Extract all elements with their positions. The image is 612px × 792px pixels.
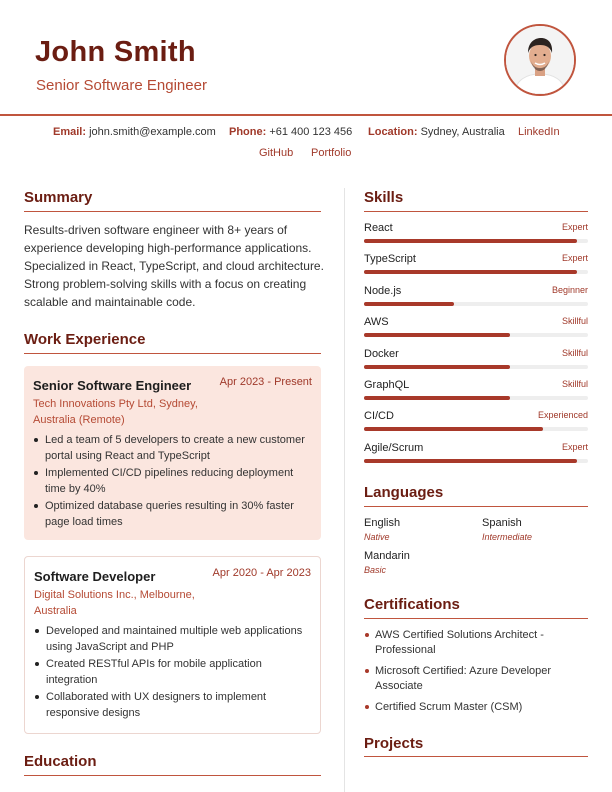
skill-bar — [364, 333, 510, 337]
skill-item — [364, 316, 588, 346]
skill-item — [364, 222, 588, 252]
job-bullet: Optimized database queries resulting in 30% faster page load times — [33, 498, 311, 530]
skill-track — [364, 396, 588, 400]
skill-name: Docker — [364, 348, 399, 360]
skill-item — [364, 253, 588, 283]
summary-text: Results-driven software engineer with 8+ years of experience developing high-performance applications. Specialized in React, TypeScript, and cloud architecture. Strong problem-solving skills with a focus on creating scalable and maintainable code. — [24, 223, 324, 309]
phone-label: Phone: — [229, 126, 267, 138]
skill-track — [364, 302, 588, 306]
skill-level: Skillful — [561, 348, 588, 358]
projects-heading: Projects — [364, 735, 424, 752]
location-label: Location: — [368, 126, 418, 138]
certifications-rule — [364, 618, 588, 619]
job-dates: Apr 2023 - Present — [219, 376, 312, 388]
language-level: Intermediate — [482, 532, 533, 542]
skill-level: Beginner — [551, 285, 588, 295]
column-divider — [344, 188, 345, 792]
language-name: Spanish — [482, 517, 522, 529]
skill-track — [364, 365, 588, 369]
projects-rule — [364, 756, 588, 757]
skill-name: Agile/Scrum — [364, 442, 424, 454]
skill-name: AWS — [364, 316, 389, 328]
certification-item: AWS Certified Solutions Architect - Professional — [364, 628, 588, 658]
languages-rule — [364, 506, 588, 507]
contact-location — [368, 126, 505, 138]
certifications-heading: Certifications — [364, 596, 460, 613]
skill-track — [364, 239, 588, 243]
skill-name: TypeScript — [364, 253, 416, 265]
skill-bar — [364, 427, 543, 431]
email-value[interactable]: john.smith@example.com — [89, 126, 216, 138]
summary-heading: Summary — [24, 189, 93, 206]
skill-item — [364, 410, 588, 440]
contact-phone — [229, 126, 352, 138]
job-bullet-list — [33, 432, 311, 531]
skill-level: Expert — [561, 253, 588, 263]
languages-heading: Languages — [364, 484, 444, 501]
language-name: Mandarin — [364, 550, 410, 562]
email-label: Email: — [53, 126, 87, 138]
job-bullet: Created RESTful APIs for mobile application integration — [34, 656, 312, 688]
skills-rule — [364, 211, 588, 212]
skill-item — [364, 348, 588, 378]
job-entry — [24, 556, 321, 734]
job-bullet-list — [34, 623, 312, 722]
skill-track — [364, 270, 588, 274]
certification-item: Certified Scrum Master (CSM) — [364, 700, 588, 715]
skill-bar — [364, 239, 577, 243]
work-heading: Work Experience — [24, 331, 146, 348]
skill-track — [364, 459, 588, 463]
work-rule — [24, 353, 321, 354]
skill-level: Experienced — [537, 410, 588, 420]
skill-level: Expert — [561, 222, 588, 232]
skill-item — [364, 379, 588, 409]
skill-bar — [364, 396, 510, 400]
skill-name: CI/CD — [364, 410, 394, 422]
job-company: Digital Solutions Inc., Melbourne, Australia — [34, 589, 195, 617]
job-title: Senior Software Engineer — [33, 378, 192, 393]
language-level: Native — [364, 532, 390, 542]
skill-track — [364, 427, 588, 431]
portfolio-link[interactable]: Portfolio — [311, 147, 352, 159]
skill-level: Expert — [561, 442, 588, 452]
summary-rule — [24, 211, 321, 212]
job-title: Software Developer — [34, 569, 156, 584]
skill-name: React — [364, 222, 393, 234]
language-item — [364, 550, 410, 575]
candidate-title: Senior Software Engineer — [36, 77, 207, 94]
skill-bar — [364, 459, 577, 463]
language-name: English — [364, 517, 401, 529]
job-bullet: Led a team of 5 developers to create a new customer portal using React and TypeScript — [33, 432, 311, 464]
header-divider — [0, 114, 612, 116]
skill-track — [364, 333, 588, 337]
certification-item: Microsoft Certified: Azure Developer Associate — [364, 664, 588, 694]
skill-bar — [364, 365, 510, 369]
linkedin-link[interactable]: LinkedIn — [518, 126, 560, 138]
contact-email — [53, 126, 216, 138]
skill-name: Node.js — [364, 285, 402, 297]
phone-value[interactable]: +61 400 123 456 — [269, 126, 353, 138]
skill-item — [364, 285, 588, 315]
skills-heading: Skills — [364, 189, 404, 206]
job-bullet: Implemented CI/CD pipelines reducing deployment time by 40% — [33, 465, 311, 497]
skill-item — [364, 442, 588, 472]
job-bullet: Collaborated with UX designers to implement responsive designs — [34, 689, 312, 721]
profile-photo — [504, 24, 576, 96]
job-company: Tech Innovations Pty Ltd, Sydney, Australia (Remote) — [33, 398, 198, 426]
skill-bar — [364, 302, 454, 306]
resume-header — [0, 0, 612, 114]
certification-list — [364, 628, 588, 721]
language-item — [364, 517, 400, 542]
language-item — [482, 517, 532, 542]
skill-level: Skillful — [561, 316, 588, 326]
skill-bar — [364, 270, 577, 274]
skill-name: GraphQL — [364, 379, 410, 391]
github-link[interactable]: GitHub — [259, 147, 294, 159]
education-rule — [24, 775, 321, 776]
language-level: Basic — [364, 565, 387, 575]
candidate-name: John Smith — [35, 36, 196, 68]
job-bullet: Developed and maintained multiple web applications using JavaScript and PHP — [34, 623, 312, 655]
location-value: Sydney, Australia — [420, 126, 505, 138]
education-heading: Education — [24, 753, 97, 770]
job-entry — [24, 366, 321, 540]
job-dates: Apr 2020 - Apr 2023 — [212, 567, 311, 579]
avatar-illustration — [506, 26, 574, 94]
skill-level: Skillful — [561, 379, 588, 389]
